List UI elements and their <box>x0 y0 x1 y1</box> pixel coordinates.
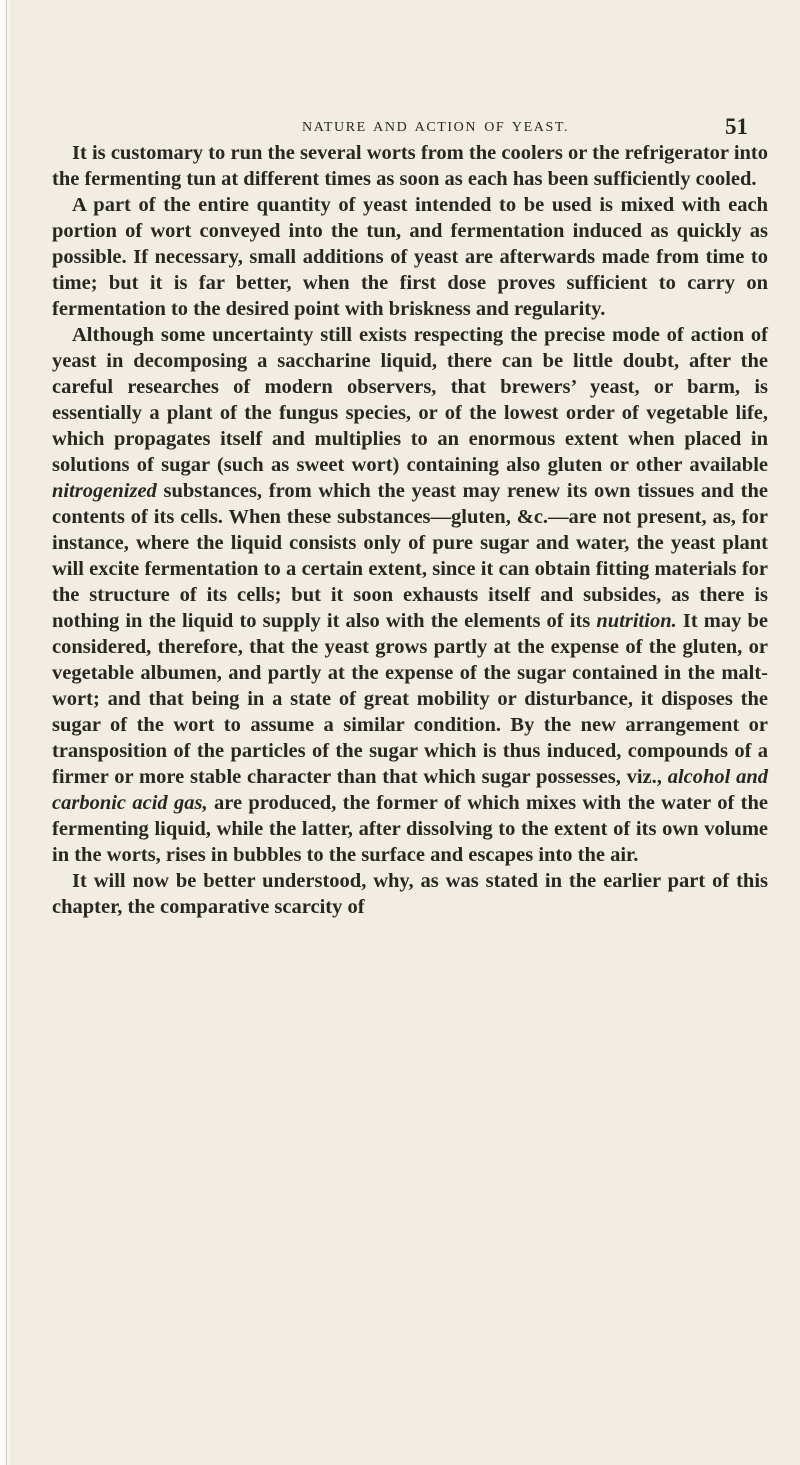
paragraph: It will now be better understood, why, as was stated in the earlier part of this chapter, the comparative scarcity of <box>52 870 768 918</box>
body-text <box>52 140 768 920</box>
paragraph: It is customary to run the several worts from the coolers or the refrigerator into the fermenting tun at different times as soon as each has been sufficiently cooled. <box>52 142 768 190</box>
running-head: NATURE AND ACTION OF YEAST. <box>302 120 570 135</box>
text-fragment: substances, from which the yeast may renew its own tissues and the contents of its cells. When these substances—gluten, &c.—are not present, as, for instance, where the liquid consists only of pure sugar and water, the yeast plant will excite fermentation to a certain extent, since it can obtain fitting materials for the structure of its cells; but it soon exhausts itself and subsides, as there is nothing in the liquid to supply it also with the elements of its <box>52 480 768 632</box>
italic-term: alcohol and carbonic acid gas, <box>52 766 769 814</box>
paragraph <box>52 322 768 868</box>
page-edge <box>0 0 14 1465</box>
page-number: 51 <box>725 114 748 139</box>
text-fragment: Although some uncertainty still exists respecting the precise mode of action of yeast in decomposing a saccharine liquid, there can be little doubt, after the careful researches of modern observers, that brewers’ yeast, or barm, is essentially a plant of the fungus species, or of the lowest order of vegetable life, which propagates itself and multiplies to an enormous extent when placed in solutions of sugar (such as sweet wort) containing also gluten or other available <box>52 324 768 476</box>
text-fragment: It may be considered, therefore, that the yeast grows partly at the expense of the gluten, or vegetable albumen, and partly at the expense of the sugar contained in the malt-wort; and that being in a state of great mobility or disturbance, it disposes the sugar of the wort to assume a similar condition. By the new arrangement or transposition of the particles of the sugar which is thus induced, compounds of a firmer or more stable character than that which sugar possesses, viz., <box>52 610 768 788</box>
text-fragment: are produced, the former of which mixes with the water of the fermenting liquid, while the latter, after dissolving to the extent of its own volume in the worts, rises in bubbles to the surface and escapes into the air. <box>52 792 768 866</box>
italic-term: nutrition. <box>596 610 677 632</box>
paragraph: A part of the entire quantity of yeast intended to be used is mixed with each portion of wort conveyed into the tun, and fermentation induced as quickly as possible. If necessary, small additions of yeast are afterwards made from time to time; but it is far better, when the first dose proves sufficient to carry on fermentation to the desired point with briskness and regularity. <box>52 194 768 320</box>
italic-term: nitrogenized <box>52 480 157 502</box>
